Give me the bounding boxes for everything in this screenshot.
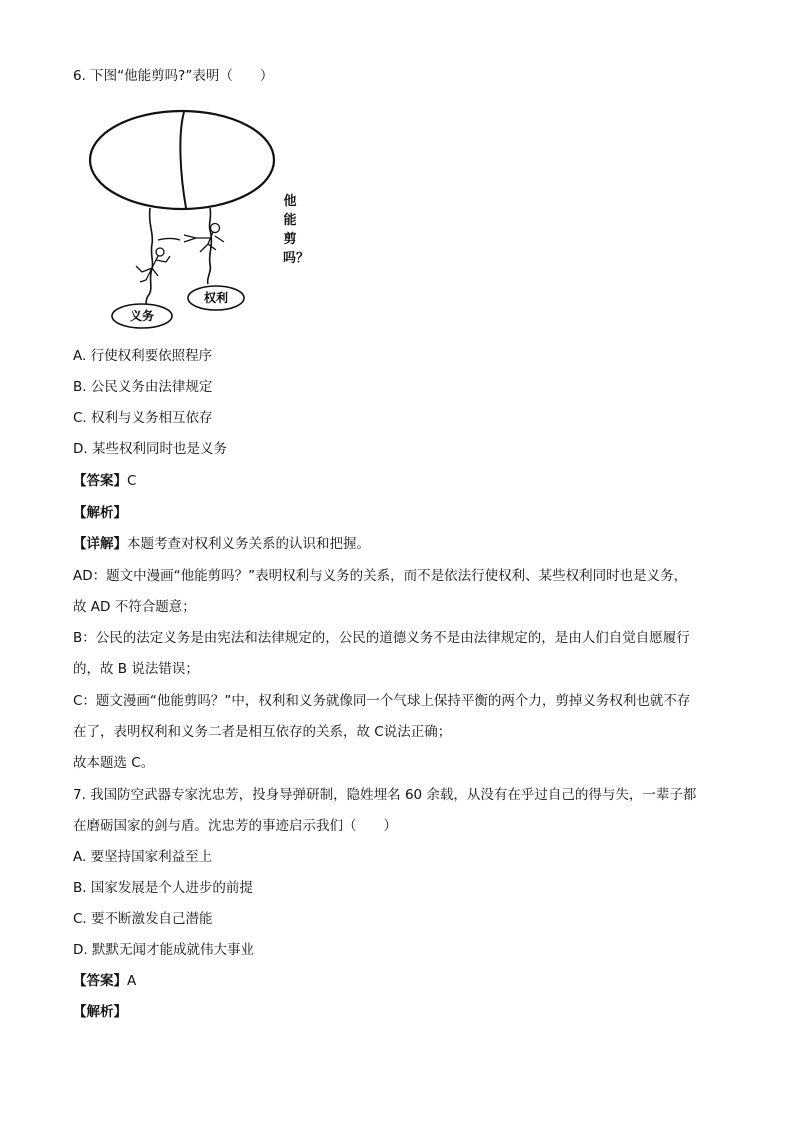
q6-explanation-line: C：题文漫画“他能剪吗？”中，权利和义务就像同一个气球上保持平衡的两个力，剪掉义务权利也就不存 [73,693,691,709]
balloon-illustration [82,104,312,332]
detail-tag: 【详解】 [73,536,127,552]
q6-explanation-line: AD：题文中漫画“他能剪吗？”表明权利与义务的关系，而不是依法行使权利、某些权利同时也是义务， [73,568,688,584]
q6-option-c: C. 权利与义务相互依存 [73,410,213,426]
q7-stem-line: 7. 我国防空武器专家沈忠芳，投身导弹研制，隐姓埋名 60 余载，从没有在乎过自己的得与失，一辈子都 [73,787,697,803]
q7-option-a: A. 要坚持国家利益至上 [73,849,213,865]
q6-explanation-line: 故 AD 不符合题意； [73,599,196,615]
answer-tag: 【答案】 [73,973,127,989]
q6-stem: 6. 下图“他能剪吗?”表明（ ） [73,68,274,84]
q6-explanation-line: 的，故 B 说法错误； [73,661,199,677]
rights-label: 权利 [203,291,229,305]
balloon-cartoon [82,104,312,332]
q7-option-d: D. 默默无闻才能成就伟大事业 [73,942,254,958]
duty-label: 义务 [129,309,155,323]
q6-explanation-line: 故本题选 C。 [73,755,155,771]
q6-analysis-tag: 【解析】 [73,505,127,521]
answer-tag: 【答案】 [73,473,127,489]
q6-answer [73,471,136,491]
q6-option-a: A. 行使权利要依照程序 [73,348,213,364]
q6-detail [73,534,370,554]
q6-explanation-line: B：公民的法定义务是由宪法和法律规定的，公民的道德义务不是由法律规定的，是由人们自觉自愿履行 [73,630,690,646]
q7-option-c: C. 要不断激发自己潜能 [73,911,213,927]
q7-answer [73,971,136,991]
vertical-caption: 他能剪吗？ [283,194,310,266]
answer-value: C [127,473,137,489]
answer-value: A [127,973,137,989]
q7-analysis-tag: 【解析】 [73,1004,127,1020]
q6-explanation-line: 在了，表明权利和义务二者是相互依存的关系，故 C说法正确； [73,724,452,740]
q7-option-b: B. 国家发展是个人进步的前提 [73,880,253,896]
q6-option-d: D. 某些权利同时也是义务 [73,441,227,457]
q6-option-b: B. 公民义务由法律规定 [73,379,213,395]
detail-text: 本题考查对权利义务关系的认识和把握。 [127,536,370,552]
q7-stem-line: 在磨砺国家的剑与盾。沈忠芳的事迹启示我们（ ） [73,818,397,834]
